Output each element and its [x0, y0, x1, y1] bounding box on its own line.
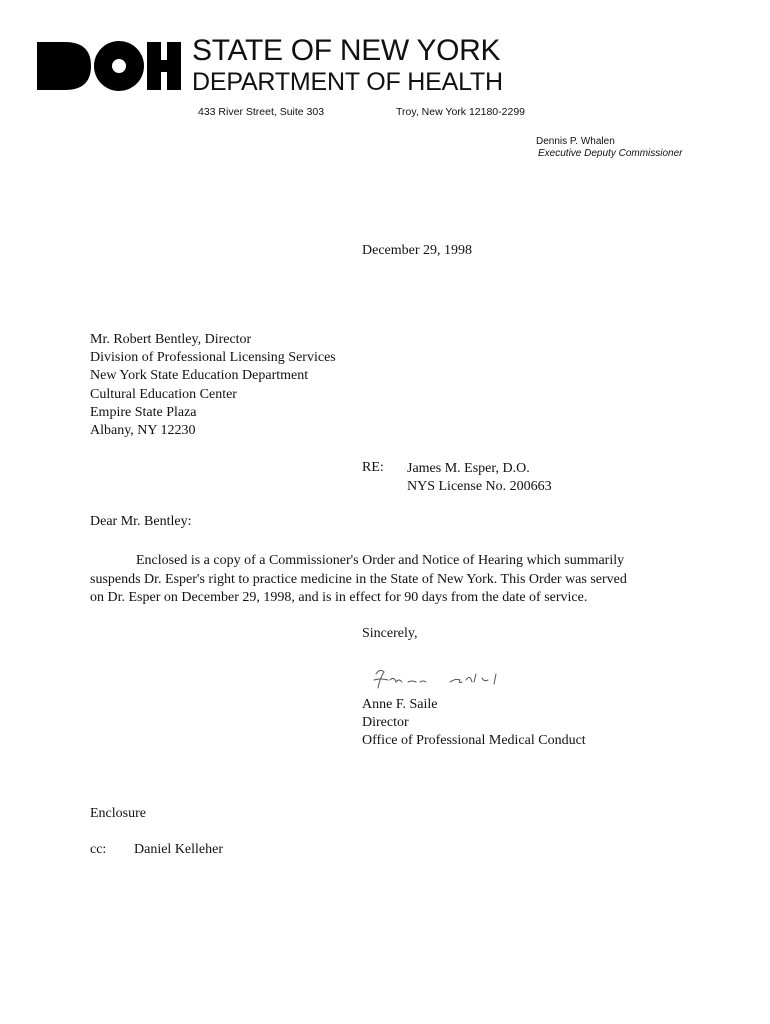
recipient-line: Albany, NY 12230 [90, 423, 196, 439]
handwritten-signature [366, 660, 526, 694]
cc-label: cc: [90, 842, 107, 857]
agency-name-line2: DEPARTMENT OF HEALTH [192, 68, 503, 96]
signature-block [362, 696, 586, 751]
recipient-address-block [90, 331, 336, 440]
closing: Sincerely, [362, 626, 418, 641]
body-line: suspends Dr. Esper's right to practice medicine in the State of New York. This Order was served [90, 571, 627, 587]
recipient-line: Mr. Robert Bentley, Director [90, 332, 252, 347]
cc-recipient: Daniel Kelleher [134, 842, 224, 857]
official-title: Executive Deputy Commissioner [538, 148, 683, 159]
recipient-line: Division of Professional Licensing Services [90, 350, 336, 366]
recipient-line: Cultural Education Center [90, 386, 237, 402]
enclosure-notation: Enclosure [90, 806, 146, 821]
re-subject-block [407, 460, 552, 496]
re-subject-name: James M. Esper, D.O. [407, 461, 530, 476]
agency-city-address: Troy, New York 12180-2299 [396, 106, 525, 118]
signer-title: Director [362, 715, 409, 731]
recipient-line: Empire State Plaza [90, 404, 197, 420]
doh-logo [35, 40, 185, 92]
official-name: Dennis P. Whalen [536, 136, 615, 147]
re-license-number: NYS License No. 200663 [407, 479, 552, 494]
signer-name: Anne F. Saile [362, 697, 438, 712]
agency-street-address: 433 River Street, Suite 303 [198, 106, 325, 118]
letter-body [90, 552, 690, 608]
letter-date: December 29, 1998 [362, 243, 473, 258]
re-label: RE: [362, 460, 384, 475]
salutation: Dear Mr. Bentley: [90, 514, 192, 529]
recipient-line: New York State Education Department [90, 368, 309, 384]
body-line: Enclosed is a copy of a Commissioner's Order and Notice of Hearing which summarily [136, 553, 625, 568]
agency-name-line1: STATE OF NEW YORK [192, 34, 501, 67]
signer-office: Office of Professional Medical Conduct [362, 733, 586, 749]
body-line: on Dr. Esper on December 29, 1998, and is in effect for 90 days from the date of service. [90, 590, 588, 605]
